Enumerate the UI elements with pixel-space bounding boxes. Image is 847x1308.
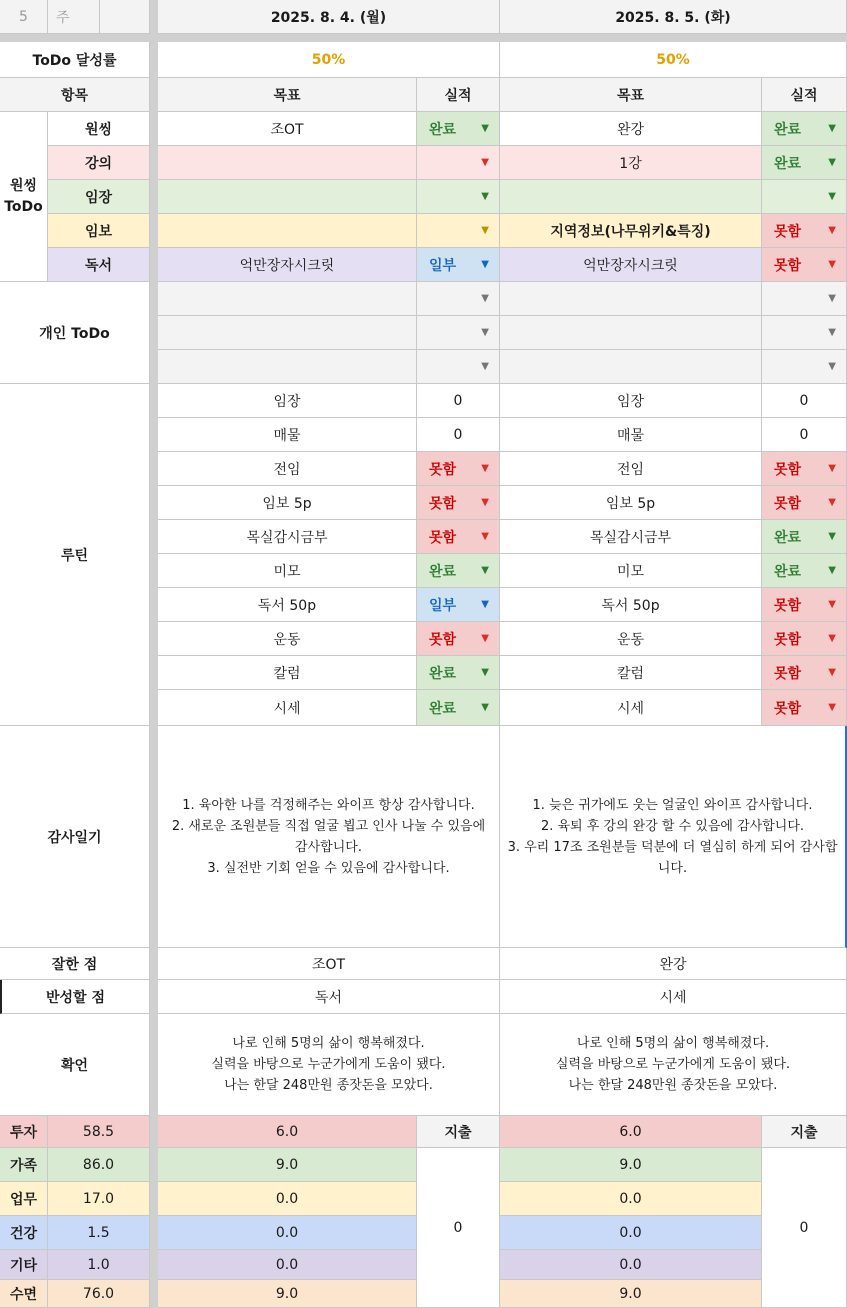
- reflect-label: 반성할 점: [0, 980, 150, 1014]
- wonssing-goal-3-day2[interactable]: [500, 180, 762, 214]
- dropdown-arrow-icon: ▼: [481, 259, 489, 270]
- status-text: 일부: [429, 257, 457, 274]
- time-total[interactable]: 86.0: [48, 1148, 150, 1182]
- time-day1[interactable]: 6.0: [158, 1116, 417, 1148]
- dropdown-arrow-icon: ▼: [828, 361, 836, 372]
- routine-count-day1[interactable]: 0: [417, 418, 500, 452]
- status-dropdown[interactable]: [762, 622, 847, 656]
- good-point-day1[interactable]: 조OT: [158, 948, 500, 980]
- routine-item-day2[interactable]: 임보 5p: [500, 486, 762, 520]
- time-category: 가족: [0, 1148, 48, 1182]
- wonssing-goal-2-day1[interactable]: [158, 146, 417, 180]
- wonssing-goal-3-day1[interactable]: [158, 180, 417, 214]
- status-text: 못함: [774, 257, 802, 274]
- dropdown-arrow-icon: ▼: [828, 293, 836, 304]
- dropdown-arrow-icon: ▼: [481, 327, 489, 338]
- status-text: 못함: [774, 665, 802, 682]
- personal-goal-day1[interactable]: [158, 282, 417, 316]
- time-day2[interactable]: 0.0: [500, 1250, 762, 1280]
- status-dropdown[interactable]: [417, 588, 500, 622]
- personal-goal-day1[interactable]: [158, 316, 417, 350]
- reflect-day2[interactable]: 시세: [500, 980, 847, 1014]
- time-category: 기타: [0, 1250, 48, 1280]
- routine-item-day2[interactable]: 목실감시금부: [500, 520, 762, 554]
- personal-goal-day2[interactable]: [500, 350, 762, 384]
- time-day2[interactable]: 9.0: [500, 1280, 762, 1308]
- time-day1[interactable]: 0.0: [158, 1216, 417, 1250]
- dropdown-arrow-icon: ▼: [828, 702, 836, 713]
- dropdown-arrow-icon: ▼: [828, 599, 836, 610]
- dropdown-arrow-icon: ▼: [481, 565, 489, 576]
- dropdown-arrow-icon: ▼: [481, 157, 489, 168]
- personal-goal-day2[interactable]: [500, 282, 762, 316]
- status-dropdown[interactable]: [417, 622, 500, 656]
- dropdown-arrow-icon: ▼: [481, 225, 489, 236]
- good-point-day2[interactable]: 완강: [500, 948, 847, 980]
- date-header-1[interactable]: 2025. 8. 4. (월): [158, 0, 500, 34]
- dropdown-arrow-icon: ▼: [481, 361, 489, 372]
- status-text: 완료: [429, 665, 457, 682]
- status-dropdown[interactable]: [762, 588, 847, 622]
- time-category: 건강: [0, 1216, 48, 1250]
- dropdown-arrow-icon: ▼: [481, 123, 489, 134]
- dropdown-arrow-icon: ▼: [481, 599, 489, 610]
- dropdown-arrow-icon: ▼: [828, 259, 836, 270]
- rate-value-1[interactable]: 50%: [158, 42, 500, 78]
- routine-item-day1[interactable]: 미모: [158, 554, 417, 588]
- routine-item-day2[interactable]: 시세: [500, 690, 762, 726]
- header-goal-2: 목표: [500, 78, 762, 112]
- routine-item-day1[interactable]: 시세: [158, 690, 417, 726]
- status-dropdown[interactable]: [417, 282, 500, 316]
- row-letter: 주: [48, 0, 100, 34]
- dropdown-arrow-icon: ▼: [481, 191, 489, 202]
- column-freeze-divider[interactable]: [150, 0, 158, 1308]
- gratitude-text-day1[interactable]: 1. 육아한 나를 걱정해주는 와이프 항상 감사합니다. 2. 새로운 조원분들 직접 얼굴 뵙고 인사 나눌 수 있음에 감사합니다. 3. 실전반 기회 얻을 수 있음에 감사합니다.: [158, 726, 500, 948]
- affirmation-day2[interactable]: 나로 인해 5명의 삶이 행복해졌다. 실력을 바탕으로 누군가에게 도움이 됐다. 나는 한달 248만원 종잣돈을 모았다.: [500, 1014, 847, 1116]
- routine-item-day2[interactable]: 매물: [500, 418, 762, 452]
- status-dropdown[interactable]: [417, 350, 500, 384]
- rate-value-2[interactable]: 50%: [500, 42, 847, 78]
- dropdown-arrow-icon: ▼: [828, 463, 836, 474]
- status-text: 못함: [429, 631, 457, 648]
- status-dropdown[interactable]: [762, 112, 847, 146]
- time-day1[interactable]: 9.0: [158, 1148, 417, 1182]
- routine-item-day2[interactable]: 독서 50p: [500, 588, 762, 622]
- dropdown-arrow-icon: ▼: [481, 497, 489, 508]
- routine-item-day1[interactable]: 목실감시금부: [158, 520, 417, 554]
- dropdown-arrow-icon: ▼: [828, 531, 836, 542]
- dropdown-arrow-icon: ▼: [828, 157, 836, 168]
- reflect-day1[interactable]: 독서: [158, 980, 500, 1014]
- dropdown-arrow-icon: ▼: [481, 702, 489, 713]
- status-text: 완료: [774, 529, 802, 546]
- routine-count-day1[interactable]: 0: [417, 384, 500, 418]
- status-text: 완료: [429, 121, 457, 138]
- routine-item-day2[interactable]: 전임: [500, 452, 762, 486]
- status-dropdown[interactable]: [762, 214, 847, 248]
- status-dropdown[interactable]: [417, 656, 500, 690]
- wonssing-label-5: 독서: [48, 248, 150, 282]
- status-text: 못함: [774, 700, 802, 717]
- time-day2[interactable]: 9.0: [500, 1148, 762, 1182]
- dropdown-arrow-icon: ▼: [481, 463, 489, 474]
- time-day2[interactable]: 0.0: [500, 1216, 762, 1250]
- routine-item-day1[interactable]: 운동: [158, 622, 417, 656]
- status-text: 못함: [774, 495, 802, 512]
- wonssing-goal-5-day1[interactable]: 억만장자시크릿: [158, 248, 417, 282]
- status-dropdown[interactable]: [417, 452, 500, 486]
- good-point-label: 잘한 점: [0, 948, 150, 980]
- time-category: 투자: [0, 1116, 48, 1148]
- routine-count-day2[interactable]: 0: [762, 384, 847, 418]
- wonssing-group-label: 원씽 ToDo: [0, 112, 48, 282]
- dropdown-arrow-icon: ▼: [828, 123, 836, 134]
- time-day1[interactable]: 0.0: [158, 1182, 417, 1216]
- header-item: 항목: [0, 78, 150, 112]
- affirmation-label: 확언: [0, 1014, 150, 1116]
- personal-goal-day1[interactable]: [158, 350, 417, 384]
- routine-item-day1[interactable]: 독서 50p: [158, 588, 417, 622]
- routine-label: 루틴: [0, 384, 150, 726]
- dropdown-arrow-icon: ▼: [828, 667, 836, 678]
- routine-count-day2[interactable]: 0: [762, 418, 847, 452]
- routine-item-day1[interactable]: 칼럼: [158, 656, 417, 690]
- status-dropdown[interactable]: [762, 180, 847, 214]
- status-text: 완료: [429, 700, 457, 717]
- dropdown-arrow-icon: ▼: [828, 633, 836, 644]
- time-total[interactable]: 1.5: [48, 1216, 150, 1250]
- status-text: 못함: [429, 461, 457, 478]
- time-category: 수면: [0, 1280, 48, 1308]
- status-dropdown[interactable]: [417, 180, 500, 214]
- status-text: 일부: [429, 597, 457, 614]
- time-total[interactable]: 76.0: [48, 1280, 150, 1308]
- wonssing-label-1: 원씽: [48, 112, 150, 146]
- dropdown-arrow-icon: ▼: [828, 565, 836, 576]
- status-text: 완료: [774, 155, 802, 172]
- dropdown-arrow-icon: ▼: [828, 191, 836, 202]
- affirmation-day1[interactable]: 나로 인해 5명의 삶이 행복해졌다. 실력을 바탕으로 누군가에게 도움이 됐다. 나는 한달 248만원 종잣돈을 모았다.: [158, 1014, 500, 1116]
- status-dropdown[interactable]: [417, 486, 500, 520]
- status-dropdown[interactable]: [417, 690, 500, 726]
- freeze-divider[interactable]: [0, 34, 847, 42]
- gratitude-label: 감사일기: [0, 726, 150, 948]
- status-dropdown[interactable]: [417, 554, 500, 588]
- status-dropdown[interactable]: [762, 486, 847, 520]
- wonssing-goal-4-day1[interactable]: [158, 214, 417, 248]
- expense-value-day2[interactable]: 0: [762, 1148, 847, 1308]
- personal-goal-day2[interactable]: [500, 316, 762, 350]
- wonssing-goal-1-day2[interactable]: 완강: [500, 112, 762, 146]
- status-dropdown[interactable]: [762, 248, 847, 282]
- rate-label: ToDo 달성률: [0, 42, 150, 78]
- status-text: 못함: [774, 461, 802, 478]
- date-header-2[interactable]: 2025. 8. 5. (화): [500, 0, 847, 34]
- dropdown-arrow-icon: ▼: [828, 327, 836, 338]
- header-result-1: 실적: [417, 78, 500, 112]
- status-dropdown[interactable]: [417, 520, 500, 554]
- time-day2[interactable]: 0.0: [500, 1182, 762, 1216]
- expense-label-2: 지출: [762, 1116, 847, 1148]
- dropdown-arrow-icon: ▼: [481, 667, 489, 678]
- status-dropdown[interactable]: [417, 112, 500, 146]
- routine-item-day2[interactable]: 운동: [500, 622, 762, 656]
- wonssing-goal-5-day2[interactable]: 억만장자시크릿: [500, 248, 762, 282]
- routine-item-day1[interactable]: 전임: [158, 452, 417, 486]
- routine-item-day2[interactable]: 미모: [500, 554, 762, 588]
- status-text: 못함: [774, 223, 802, 240]
- expense-label-1: 지출: [417, 1116, 500, 1148]
- dropdown-arrow-icon: ▼: [481, 293, 489, 304]
- status-dropdown[interactable]: [417, 316, 500, 350]
- dropdown-arrow-icon: ▼: [481, 633, 489, 644]
- routine-item-day2[interactable]: 임장: [500, 384, 762, 418]
- status-dropdown[interactable]: [762, 656, 847, 690]
- status-dropdown[interactable]: [417, 146, 500, 180]
- status-dropdown[interactable]: [762, 282, 847, 316]
- empty-cell[interactable]: [100, 0, 150, 34]
- wonssing-goal-4-day2[interactable]: 지역정보(나무위키&특징): [500, 214, 762, 248]
- routine-item-day2[interactable]: 칼럼: [500, 656, 762, 690]
- header-result-2: 실적: [762, 78, 847, 112]
- time-total[interactable]: 1.0: [48, 1250, 150, 1280]
- wonssing-label-2: 강의: [48, 146, 150, 180]
- wonssing-goal-1-day1[interactable]: 조OT: [158, 112, 417, 146]
- dropdown-arrow-icon: ▼: [828, 225, 836, 236]
- time-day1[interactable]: 0.0: [158, 1250, 417, 1280]
- status-dropdown[interactable]: [762, 350, 847, 384]
- status-dropdown[interactable]: [762, 690, 847, 726]
- dropdown-arrow-icon: ▼: [828, 497, 836, 508]
- expense-value-day1[interactable]: 0: [417, 1148, 500, 1308]
- time-day1[interactable]: 9.0: [158, 1280, 417, 1308]
- time-day2[interactable]: 6.0: [500, 1116, 762, 1148]
- time-category: 업무: [0, 1182, 48, 1216]
- routine-item-day1[interactable]: 임보 5p: [158, 486, 417, 520]
- status-dropdown[interactable]: [762, 316, 847, 350]
- status-text: 완료: [774, 563, 802, 580]
- routine-item-day1[interactable]: 임장: [158, 384, 417, 418]
- gratitude-text-day2[interactable]: 1. 늦은 귀가에도 웃는 얼굴인 와이프 감사합니다. 2. 육퇴 후 강의 완강 할 수 있음에 감사합니다. 3. 우리 17조 조원분들 덕분에 더 열심히 하게 되어 감사합니다.: [500, 726, 847, 948]
- status-dropdown[interactable]: [417, 248, 500, 282]
- header-goal-1: 목표: [158, 78, 417, 112]
- status-dropdown[interactable]: [762, 452, 847, 486]
- status-text: 못함: [429, 495, 457, 512]
- status-dropdown[interactable]: [762, 146, 847, 180]
- personal-todo-label: 개인 ToDo: [0, 282, 150, 384]
- status-text: 완료: [429, 563, 457, 580]
- routine-item-day1[interactable]: 매물: [158, 418, 417, 452]
- status-dropdown[interactable]: [762, 554, 847, 588]
- status-dropdown[interactable]: [762, 520, 847, 554]
- status-text: 못함: [774, 597, 802, 614]
- dropdown-arrow-icon: ▼: [481, 531, 489, 542]
- time-total[interactable]: 58.5: [48, 1116, 150, 1148]
- status-text: 못함: [774, 631, 802, 648]
- row-number: 5: [0, 0, 48, 34]
- wonssing-goal-2-day2[interactable]: 1강: [500, 146, 762, 180]
- status-text: 못함: [429, 529, 457, 546]
- wonssing-label-3: 임장: [48, 180, 150, 214]
- status-dropdown[interactable]: [417, 214, 500, 248]
- time-total[interactable]: 17.0: [48, 1182, 150, 1216]
- status-text: 완료: [774, 121, 802, 138]
- wonssing-label-4: 임보: [48, 214, 150, 248]
